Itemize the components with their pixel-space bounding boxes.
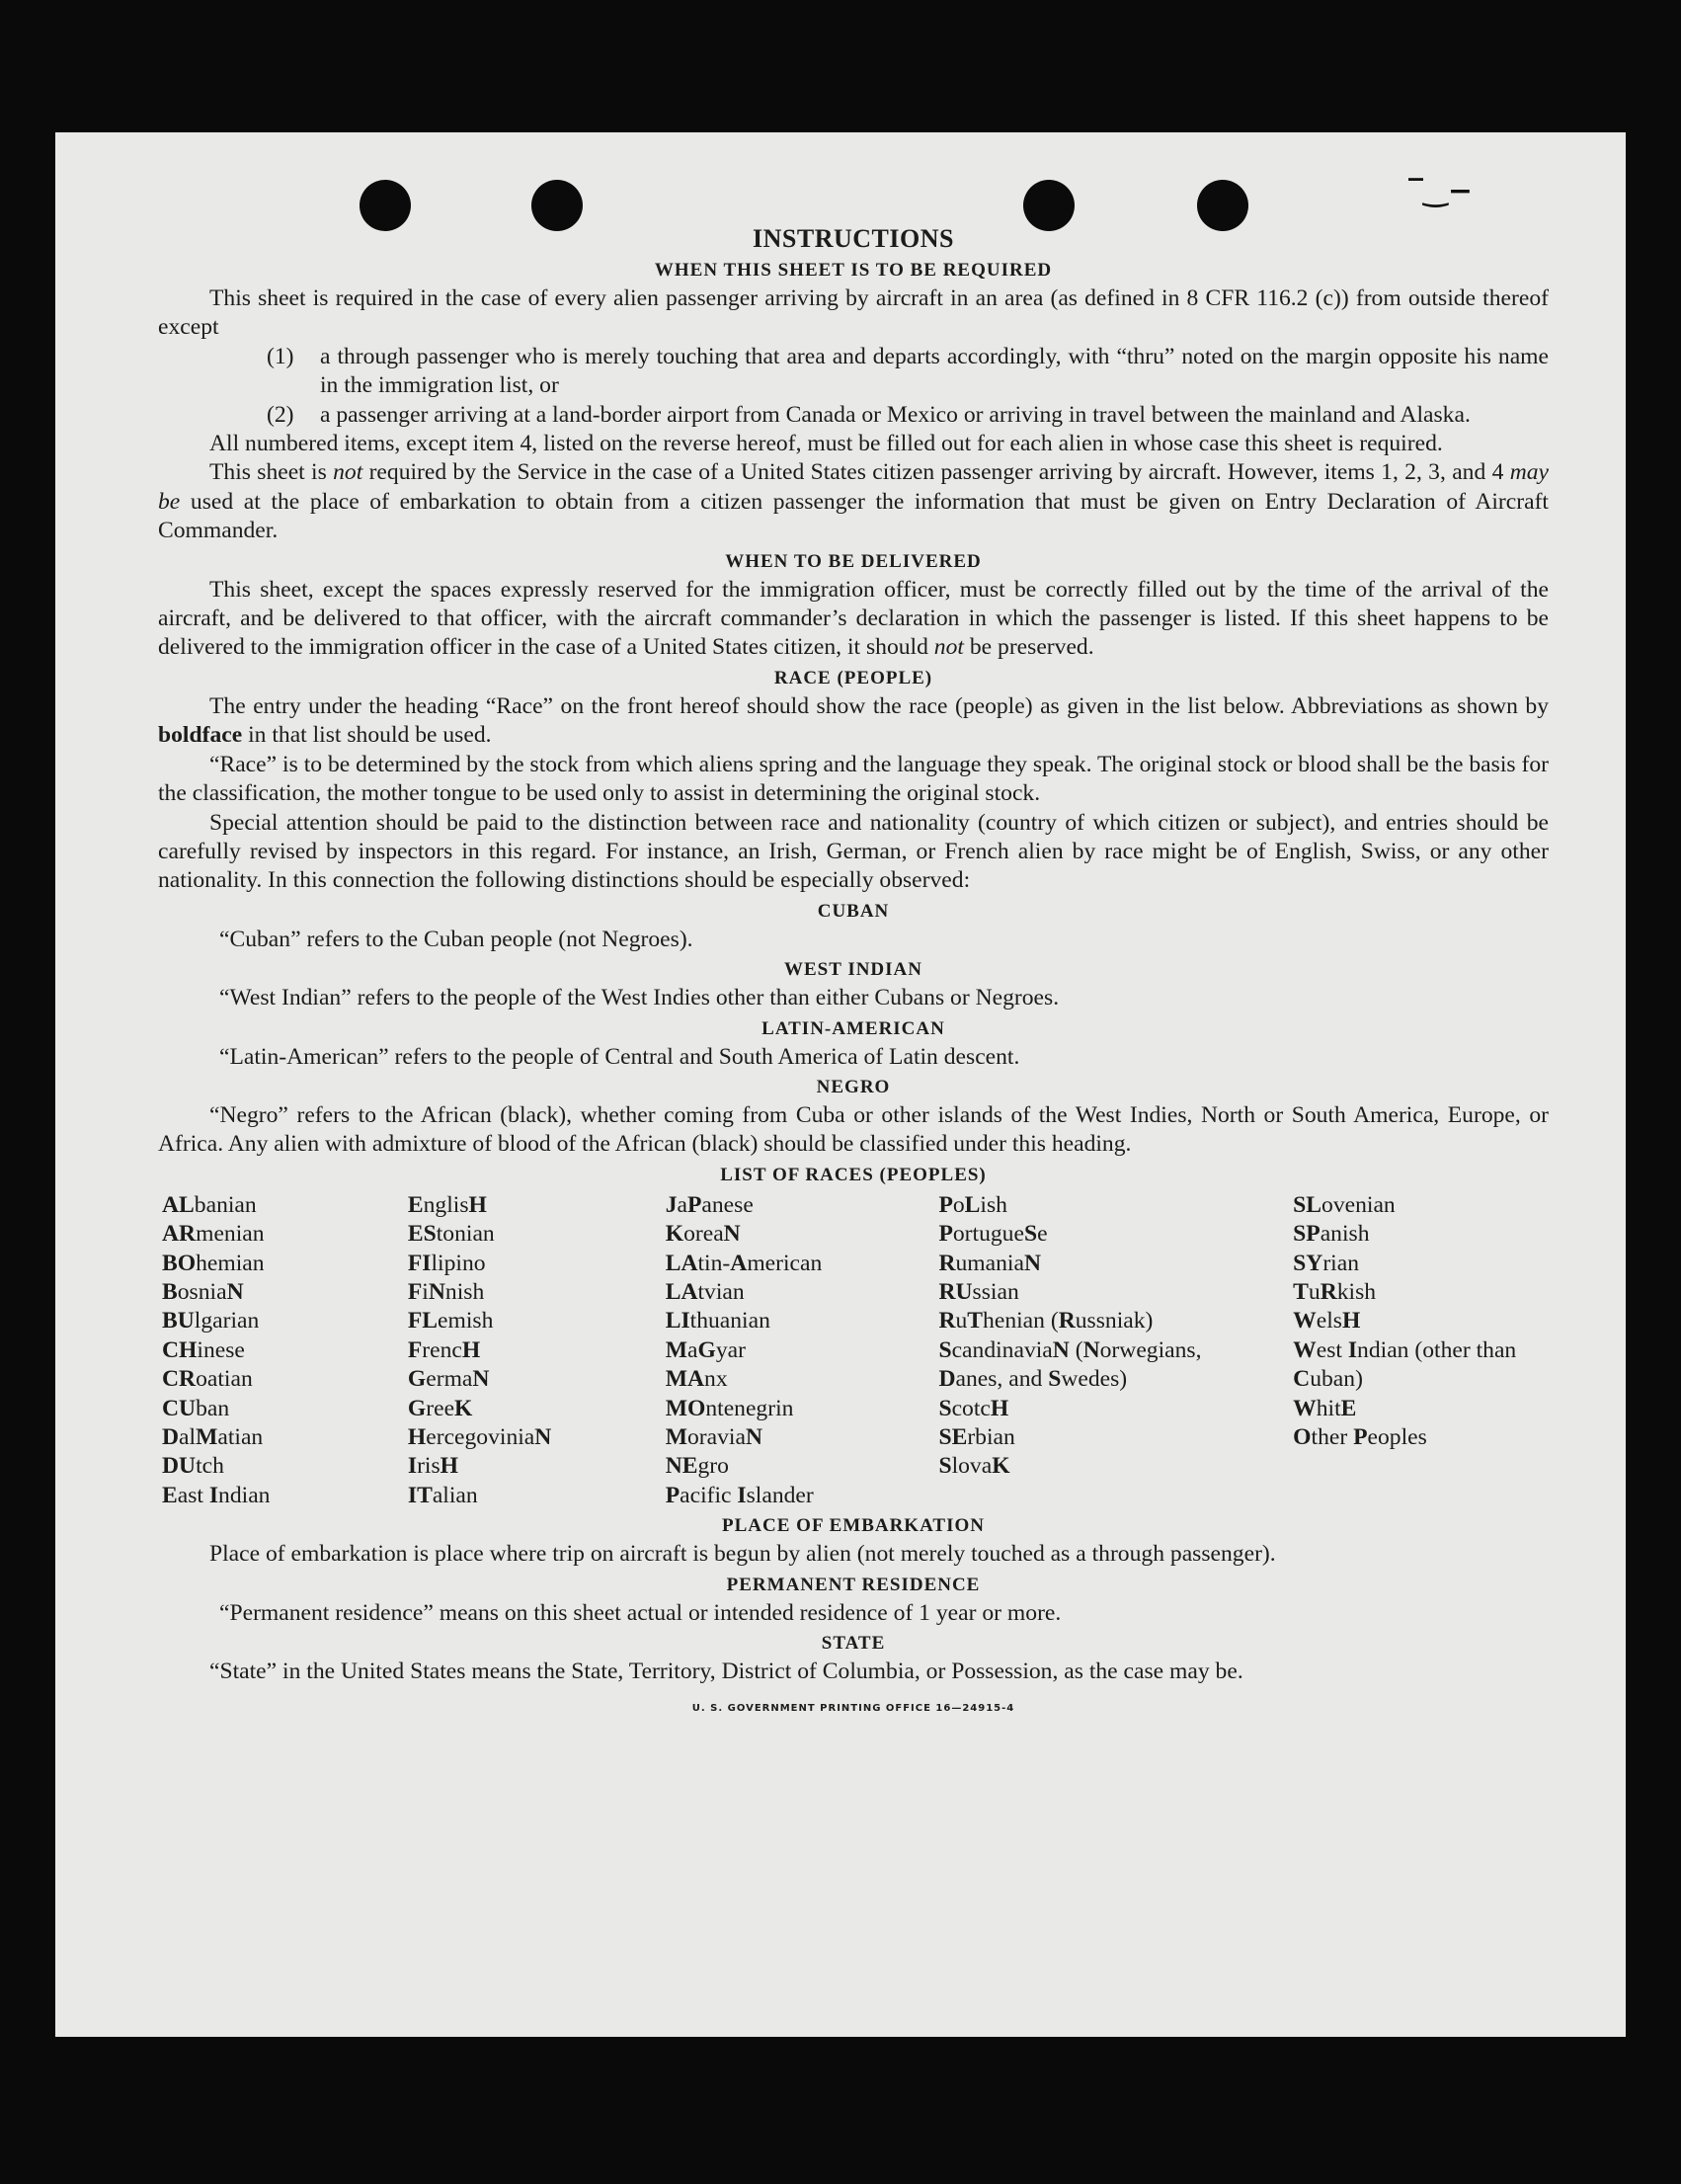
race-entry: SYrian [1293,1250,1360,1276]
race-entry: BOhemian [162,1250,265,1276]
race-entry: ARmenian [162,1221,265,1248]
section-heading: CUBAN [817,900,890,922]
item-number: (2) [267,401,294,428]
list-item [267,401,1549,430]
section-heading: LATIN-AMERICAN [761,1017,945,1039]
paragraph: “State” in the United States means the State, Territory, District of Columbia, or Possession, as the case may be. [209,1658,1243,1685]
race-entry: WhitE [1293,1395,1357,1421]
race-entry: SlovaK [938,1453,1010,1480]
paragraph: This sheet is required in the case of every alien passenger arriving by aircraft in an area (as defined in 8 CFR 116.2 (c)) from outside thereof except [158,285,1549,341]
section-heading: WHEN TO BE DELIVERED [725,550,982,572]
item-text: a passenger arriving at a land-border airport from Canada or Mexico or arriving in travel between the mainland and Alaska. [320,401,1471,428]
race-entry: HercegoviniaN [407,1424,552,1450]
section-heading: STATE [821,1633,886,1655]
race-list [162,1191,1549,1510]
race-entry: MAnx [665,1366,728,1393]
race-entry: LAtin-American [665,1250,823,1276]
race-column [938,1191,1224,1510]
text-run: This sheet is [209,459,334,486]
race-entry: PortugueSe [938,1221,1048,1248]
race-column [1293,1191,1549,1510]
paragraph: “Latin-American” refers to the people of Central and South America of Latin descent. [219,1043,1020,1070]
paragraph: Special attention should be paid to the distinction between race and nationality (country of which citizen or subject), and entries should be carefully revised by inspectors in this regard. For instance, an Irish, German, or French alien by race might be of English, Swiss, or any other nationality. In this connection the following distinctions should be especially observed: [158,809,1549,894]
race-column [162,1191,408,1510]
item-number: (1) [267,343,294,369]
italic-run: not [933,634,964,661]
race-entry: SLovenian [1293,1191,1396,1218]
race-entry: Pacific Islander [665,1482,814,1508]
paragraph: Place of embarkation is place where trip on aircraft is begun by alien (not merely touched as a through passenger). [209,1541,1276,1568]
race-entry: West Indian (other than Cuban) [1293,1336,1517,1393]
paragraph: “Cuban” refers to the Cuban people (not Negroes). [219,926,693,952]
race-entry: RuThenian (Russniak) [938,1308,1154,1335]
race-entry: MoraviaN [665,1424,762,1450]
italic-run: may be [158,459,1549,515]
race-entry: DalMatian [162,1424,264,1450]
race-entry: LAtvian [665,1278,745,1305]
race-entry: EStonian [407,1221,495,1248]
race-entry: EnglisH [407,1191,487,1218]
race-entry: CUban [162,1395,230,1421]
race-entry: ScotcH [938,1395,1009,1421]
text-run: required by the Service in the case of a United States citizen passenger arriving by aircraft. However, items 1, 2, 3, and 4 [362,459,1510,486]
race-entry: FLemish [407,1308,494,1335]
paragraph: “Permanent residence” means on this sheet actual or intended residence of 1 year or more. [219,1599,1062,1626]
text-run: in that list should be used. [242,722,492,749]
race-column [666,1191,939,1510]
section-heading: LIST OF RACES (PEOPLES) [720,1164,987,1185]
race-entry: BUlgarian [162,1308,260,1335]
race-entry: NEgro [665,1453,729,1480]
text-run: be preserved. [963,634,1094,661]
race-entry: PoLish [938,1191,1007,1218]
printer-imprint: U. S. GOVERNMENT PRINTING OFFICE 16—24915-4 [691,1703,1015,1715]
section-heading: PLACE OF EMBARKATION [722,1515,985,1537]
race-entry: ScandinaviaN (Norwegians, Danes, and Swedes) [938,1336,1202,1393]
race-entry: KoreaN [665,1221,741,1248]
item-text: a through passenger who is merely touching that area and departs accordingly, with “thru” noted on the margin opposite his name in the immigration list, or [320,343,1549,399]
race-entry: JaPanese [665,1191,754,1218]
paragraph [158,692,1549,751]
handwritten-mark: ‾‿− [1408,174,1473,208]
race-entry: CRoatian [162,1366,253,1393]
race-entry: FIlipino [407,1250,486,1276]
race-entry: ALbanian [162,1191,257,1218]
race-entry: SPanish [1293,1221,1370,1248]
race-entry: IrisH [407,1453,459,1480]
race-entry: TuRkish [1293,1278,1377,1305]
bold-run: boldface [158,722,243,749]
document-sheet [55,132,1626,2037]
paragraph: “Negro” refers to the African (black), whether coming from Cuba or other islands of the West Indies, North or South America, Europe, or Africa. Any alien with admixture of blood of the African (black) should be classified under this heading. [158,1101,1549,1158]
italic-run: not [333,459,363,486]
paragraph: “West Indian” refers to the people of the West Indies other than either Cubans or Negroes. [219,985,1060,1011]
text-run: used at the place of embarkation to obtain from a citizen passenger the information that must be given on Entry Declaration of Aircraft Commander. [158,488,1549,544]
section-heading: NEGRO [816,1076,891,1097]
paragraph: All numbered items, except item 4, listed on the reverse hereof, must be filled out for each alien in whose case this sheet is required. [209,431,1443,457]
race-column [408,1191,666,1510]
race-entry: RumaniaN [938,1250,1041,1276]
race-entry: CHinese [162,1336,245,1363]
race-entry: GreeK [407,1395,473,1421]
paragraph [158,458,1549,545]
section-heading: PERMANENT RESIDENCE [726,1574,981,1595]
page-title: INSTRUCTIONS [753,224,954,253]
section-heading: WHEN THIS SHEET IS TO BE REQUIRED [654,260,1053,281]
race-entry: FrencH [407,1336,481,1363]
race-entry: FiNnish [407,1278,485,1305]
race-entry: Other Peoples [1293,1424,1427,1450]
race-entry: WelsH [1293,1308,1361,1335]
text-run: The entry under the heading “Race” on the front hereof should show the race (people) as given in the list below. Abbreviations as shown by [209,692,1549,719]
section-heading: WEST INDIAN [784,959,922,981]
race-entry: RUssian [938,1278,1019,1305]
section-heading: RACE (PEOPLE) [773,667,933,688]
race-entry: MaGyar [665,1336,746,1363]
race-entry: East Indian [162,1482,271,1508]
instructions-body [158,223,1549,1724]
race-entry: ITalian [407,1482,478,1508]
race-entry: DUtch [162,1453,224,1480]
paragraph: “Race” is to be determined by the stock from which aliens spring and the language they speak. The original stock or blood shall be the basis for the classification, the mother tongue to be used only to assist in determining the original stock. [158,751,1549,807]
race-entry: BosniaN [162,1278,244,1305]
race-entry: LIthuanian [665,1308,770,1335]
race-entry: GermaN [407,1366,490,1393]
paragraph [158,576,1549,663]
race-entry: SErbian [938,1424,1015,1450]
race-entry: MOntenegrin [665,1395,794,1421]
list-item [267,343,1549,401]
text-run: This sheet, except the spaces expressly reserved for the immigration officer, must be correctly filled out by the time of the arrival of the aircraft, and be delivered to that officer, with the aircraft commander’s declaration in which the passenger is listed. If this sheet happens to be delivered to the immigration officer in the case of a United States citizen, it should [158,576,1549,661]
